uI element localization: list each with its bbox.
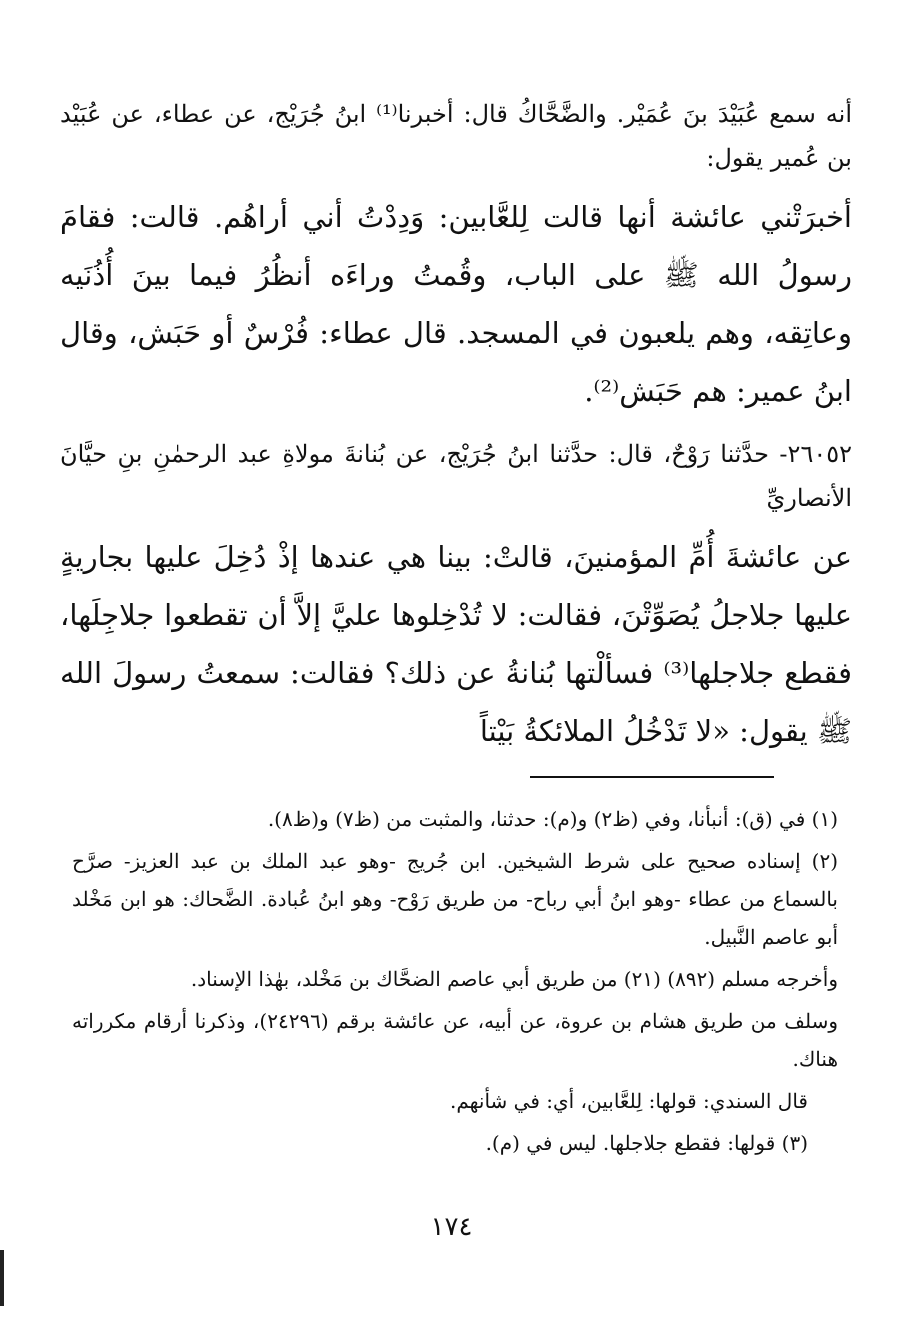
page-number: ١٧٤: [430, 1212, 473, 1242]
intro-paragraph: أنه سمع عُبَيْدَ بنَ عُمَيْر. والضَّحَّاكُ قال: أخبرنا⁽¹⁾ ابنُ جُرَيْج، عن عطاء، عن عُبَيْد بن عُمير يقول:: [60, 100, 852, 172]
footnote-2-salaf: وسلف من طريق هشام بن عروة، عن أبيه، عن عائشة برقم (٢٤٢٩٦)، وذكرنا أرقام مكرراته هناك.: [72, 1009, 838, 1071]
footnote-2-takhrij: وأخرجه مسلم (٨٩٢) (٢١) من طريق أبي عاصم الضحَّاك بن مَخْلد، بهٰذا الإسناد.: [190, 967, 838, 991]
footnote-1: (١) في (ق): أنبأنا، وفي (ظ٢) و(م): حدثنا، والمثبت من (ظ٧) و(ظ٨).: [267, 807, 838, 831]
footnote-2: (٢) إسناده صحيح على شرط الشيخين. ابن جُريج -وهو عبد الملك بن عبد العزيز- صرَّح بالسماع من عطاء -وهو ابنُ أبي رباح- من طريق رَوْح- وهو ابنُ عُبادة. الضَّحاك: هو ابن مَخْلد أبو عاصم النَّبيل.: [72, 849, 838, 949]
hadith-text-2: عن عائشةَ أُمِّ المؤمنينَ، قالتْ: بينا هي عندها إذْ دُخِلَ عليها بجاريةٍ عليها جلاجلُ يُصَوِّتْنَ، فقالت: لا تُدْخِلوها عليَّ إلاَّ أن تقطعوا جلاجِلَها، فقطع جلاجلها⁽³⁾ فسألْتها بُنانةُ عن ذلك؟ فقالت: سمعتُ رسولَ الله ﷺ يقول: «لا تَدْخُلُ الملائكةُ بَيْتاً: [60, 540, 852, 748]
footnote-divider: [530, 776, 774, 778]
main-text: [60, 92, 852, 772]
footnote-2-sindi: قال السندي: قولها: لِلعَّابين، أي: في شأنهم.: [449, 1089, 808, 1113]
hadith-text-1: أخبرَتْني عائشة أنها قالت لِلعَّابين: وَدِدْتُ أني أراهُم. قالت: فقامَ رسولُ الله ﷺ على الباب، وقُمتُ وراءَه أنظُرُ فيما بينَ أُذُنَيه وعاتِقه، وهم يلعبون في المسجد. قال عطاء: فُرْسٌ أو حَبَش، وقال ابنُ عمير: هم حَبَش⁽²⁾.: [60, 200, 852, 408]
isnad-26052: ٢٦٠٥٢- حدَّثنا رَوْحٌ، قال: حدَّثنا ابنُ جُرَيْج، عن بُنانةَ مولاةِ عبد الرحمٰنِ بنِ حيَّانَ الأنصاريِّ: [60, 440, 852, 512]
footnote-3: (٣) قولها: فقطع جلاجلها. ليس في (م).: [485, 1131, 808, 1155]
scan-edge-mark: [0, 1250, 4, 1306]
footnotes: [72, 800, 838, 1166]
